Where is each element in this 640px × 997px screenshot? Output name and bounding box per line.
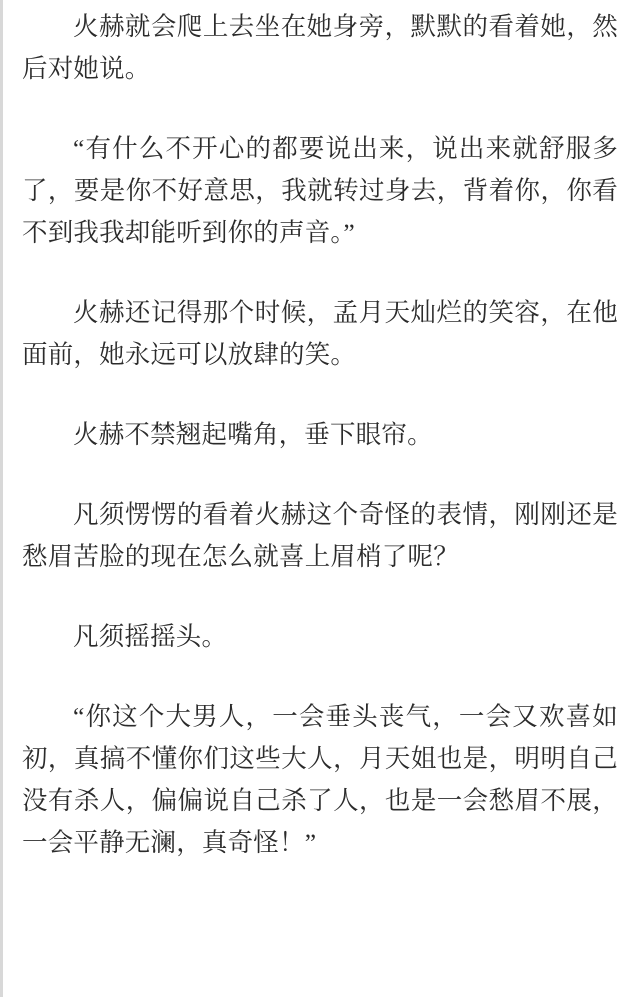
left-margin-rule [0,0,3,997]
paragraph: “你这个大男人，一会垂头丧气，一会又欢喜如初，真搞不懂你们这些大人，月天姐也是，明明自己没有杀人，偏偏说自己杀了人，也是一会愁眉不展，一会平静无澜，真奇怪！” [22,702,618,857]
paragraph: 凡须愣愣的看着火赫这个奇怪的表情，刚刚还是愁眉苦脸的现在怎么就喜上眉梢了呢？ [22,500,618,571]
article-body [22,6,618,864]
paragraph: 凡须摇摇头。 [73,622,228,651]
paragraph: “有什么不开心的都要说出来，说出来就舒服多了，要是你不好意思，我就转过身去，背着你，你看不到我我却能听到你的声音。” [22,134,618,247]
paragraph: 火赫还记得那个时候，孟月天灿烂的笑容，在他面前，她永远可以放肆的笑。 [22,298,618,369]
paragraph: 火赫就会爬上去坐在她身旁，默默的看着她，然后对她说。 [22,12,618,83]
paragraph: 火赫不禁翘起嘴角，垂下眼帘。 [73,420,433,449]
